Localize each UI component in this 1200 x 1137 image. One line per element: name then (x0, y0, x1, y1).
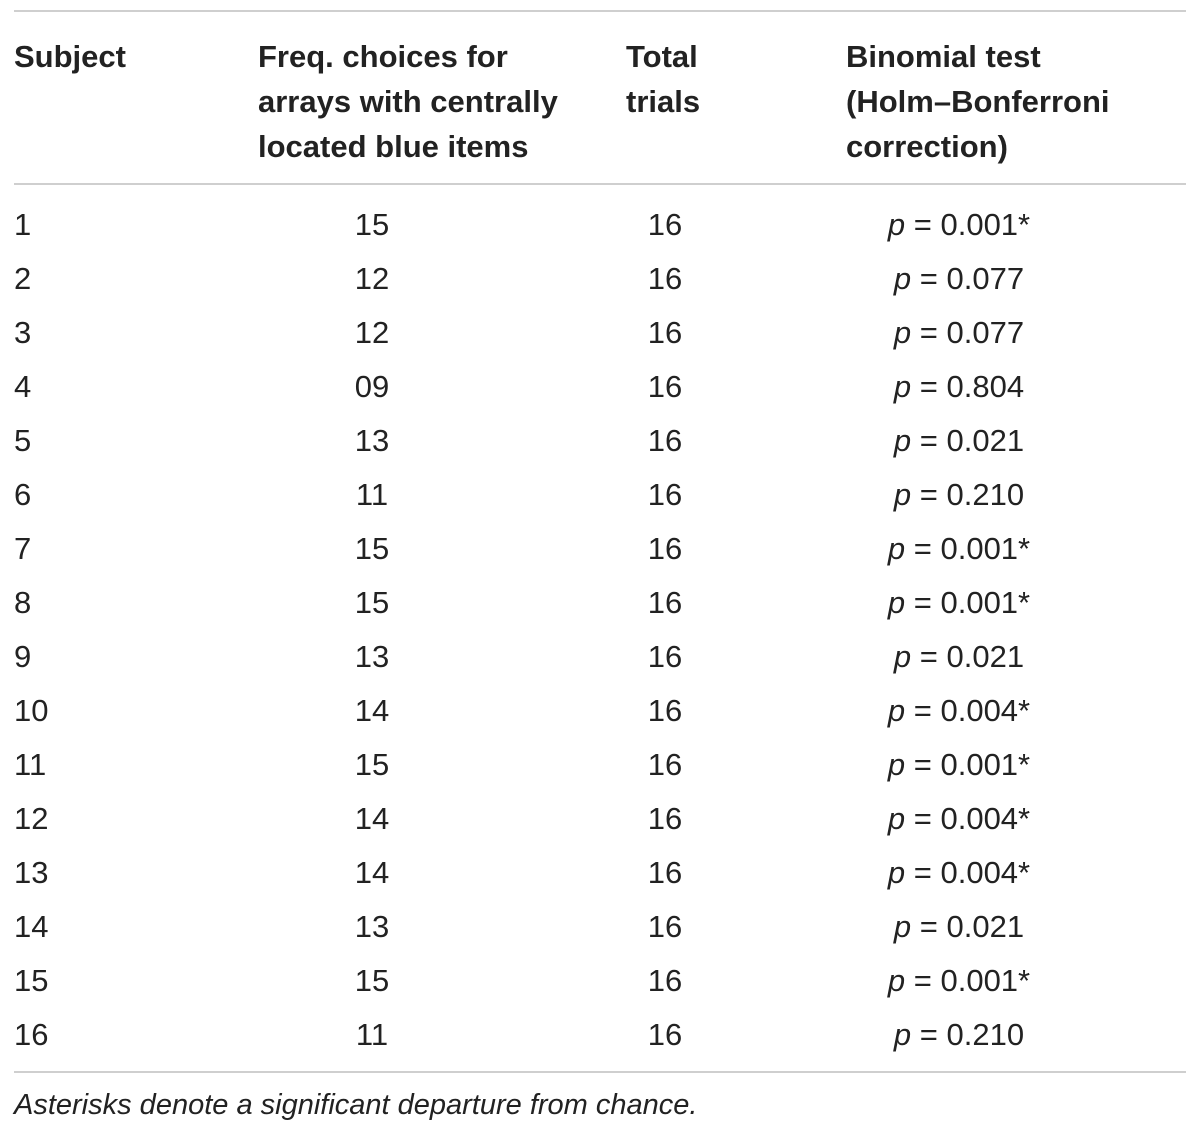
table-row (14, 414, 1186, 468)
p-symbol: p (893, 639, 912, 674)
cell-subject: 10 (14, 693, 49, 728)
cell-subject: 9 (14, 639, 32, 674)
table-row (14, 684, 1186, 738)
cell-total-trials: 16 (647, 315, 683, 350)
p-symbol: p (887, 855, 906, 890)
cell-binomial-p (859, 360, 1059, 414)
p-value: = 0.001* (905, 585, 1031, 620)
table-row (14, 900, 1186, 954)
cell-freq-choices: 11 (355, 1017, 389, 1052)
cell-total-trials: 16 (647, 963, 683, 998)
p-symbol: p (893, 477, 912, 512)
table-row (14, 1008, 1186, 1062)
table-header (14, 12, 1186, 183)
cell-total-trials: 16 (647, 261, 683, 296)
p-symbol: p (893, 261, 912, 296)
table-row (14, 522, 1186, 576)
header-total-line-1: Total (626, 39, 698, 74)
cell-total-trials: 16 (647, 747, 683, 782)
header-freq-line-1: Freq. choices for (258, 39, 508, 74)
cell-subject: 7 (14, 531, 32, 566)
p-symbol: p (887, 963, 906, 998)
header-freq-choices (258, 34, 618, 169)
cell-total-trials: 16 (647, 639, 683, 674)
p-symbol: p (887, 585, 906, 620)
table-row (14, 252, 1186, 306)
header-subject-line: Subject (14, 39, 126, 74)
p-value: = 0.001* (905, 531, 1031, 566)
p-symbol: p (893, 909, 912, 944)
cell-total-trials: 16 (647, 1017, 683, 1052)
p-value: = 0.210 (911, 477, 1025, 512)
p-symbol: p (887, 747, 906, 782)
p-value: = 0.077 (911, 315, 1025, 350)
results-table (14, 10, 1186, 1125)
cell-freq-choices: 15 (354, 207, 390, 242)
header-subject (14, 34, 234, 79)
cell-binomial-p (859, 792, 1059, 846)
header-binom-line-3: correction) (846, 129, 1008, 164)
p-value: = 0.210 (911, 1017, 1025, 1052)
cell-freq-choices: 15 (354, 963, 390, 998)
cell-binomial-p (859, 252, 1059, 306)
cell-total-trials: 16 (647, 801, 683, 836)
header-freq-line-2: arrays with centrally (258, 84, 558, 119)
p-value: = 0.004* (905, 693, 1031, 728)
p-value: = 0.001* (905, 207, 1031, 242)
p-symbol: p (887, 207, 906, 242)
cell-binomial-p (859, 522, 1059, 576)
cell-total-trials: 16 (647, 909, 683, 944)
cell-total-trials: 16 (647, 693, 683, 728)
table-row (14, 198, 1186, 252)
table-body (14, 185, 1186, 1071)
p-value: = 0.804 (911, 369, 1025, 404)
header-binom-line-2: (Holm–Bonferroni (846, 84, 1110, 119)
p-value: = 0.021 (911, 639, 1025, 674)
cell-total-trials: 16 (647, 423, 683, 458)
cell-total-trials: 16 (647, 477, 683, 512)
cell-freq-choices: 14 (354, 693, 390, 728)
cell-freq-choices: 12 (354, 261, 390, 296)
p-symbol: p (887, 531, 906, 566)
header-total-trials (626, 34, 826, 124)
table-footnote: Asterisks denote a significant departure from chance. (14, 1089, 698, 1121)
p-value: = 0.004* (905, 855, 1031, 890)
p-value: = 0.001* (905, 963, 1031, 998)
cell-subject: 11 (14, 747, 47, 782)
p-symbol: p (893, 423, 912, 458)
cell-subject: 12 (14, 801, 49, 836)
cell-subject: 3 (14, 315, 32, 350)
cell-freq-choices: 14 (354, 801, 390, 836)
cell-subject: 6 (14, 477, 32, 512)
cell-binomial-p (859, 414, 1059, 468)
cell-total-trials: 16 (647, 585, 683, 620)
table-row (14, 954, 1186, 1008)
cell-binomial-p (859, 738, 1059, 792)
cell-total-trials: 16 (647, 531, 683, 566)
table-row (14, 306, 1186, 360)
table-row (14, 630, 1186, 684)
cell-freq-choices: 13 (354, 423, 390, 458)
cell-subject: 2 (14, 261, 32, 296)
p-value: = 0.021 (911, 423, 1025, 458)
cell-total-trials: 16 (647, 207, 683, 242)
cell-binomial-p (859, 576, 1059, 630)
cell-freq-choices: 11 (355, 477, 389, 512)
p-value: = 0.004* (905, 801, 1031, 836)
cell-binomial-p (859, 684, 1059, 738)
table-row (14, 360, 1186, 414)
p-symbol: p (887, 801, 906, 836)
p-symbol: p (893, 369, 912, 404)
cell-total-trials: 16 (647, 369, 683, 404)
cell-binomial-p (859, 198, 1059, 252)
header-freq-line-3: located blue items (258, 129, 529, 164)
cell-freq-choices: 09 (354, 369, 390, 404)
cell-subject: 15 (14, 963, 49, 998)
p-symbol: p (887, 693, 906, 728)
p-symbol: p (893, 315, 912, 350)
cell-subject: 4 (14, 369, 32, 404)
cell-binomial-p (859, 900, 1059, 954)
header-binom-line-1: Binomial test (846, 39, 1041, 74)
cell-binomial-p (859, 306, 1059, 360)
table-row (14, 576, 1186, 630)
cell-freq-choices: 13 (354, 909, 390, 944)
cell-freq-choices: 15 (354, 747, 390, 782)
table-row (14, 846, 1186, 900)
cell-subject: 16 (14, 1017, 49, 1052)
cell-subject: 14 (14, 909, 49, 944)
cell-subject: 5 (14, 423, 32, 458)
cell-freq-choices: 14 (354, 855, 390, 890)
table-row (14, 792, 1186, 846)
cell-freq-choices: 13 (354, 639, 390, 674)
cell-freq-choices: 15 (354, 531, 390, 566)
p-value: = 0.021 (911, 909, 1025, 944)
cell-binomial-p (859, 846, 1059, 900)
cell-subject: 13 (14, 855, 49, 890)
cell-binomial-p (859, 1008, 1059, 1062)
p-symbol: p (893, 1017, 912, 1052)
cell-freq-choices: 15 (354, 585, 390, 620)
cell-binomial-p (859, 954, 1059, 1008)
header-total-line-2: trials (626, 84, 701, 119)
cell-subject: 1 (14, 207, 32, 242)
table-row (14, 738, 1186, 792)
header-binomial-test (846, 34, 1186, 169)
cell-subject: 8 (14, 585, 32, 620)
p-value: = 0.001* (905, 747, 1031, 782)
cell-binomial-p (859, 630, 1059, 684)
table-row (14, 468, 1186, 522)
p-value: = 0.077 (911, 261, 1025, 296)
cell-freq-choices: 12 (354, 315, 390, 350)
cell-binomial-p (859, 468, 1059, 522)
cell-total-trials: 16 (647, 855, 683, 890)
